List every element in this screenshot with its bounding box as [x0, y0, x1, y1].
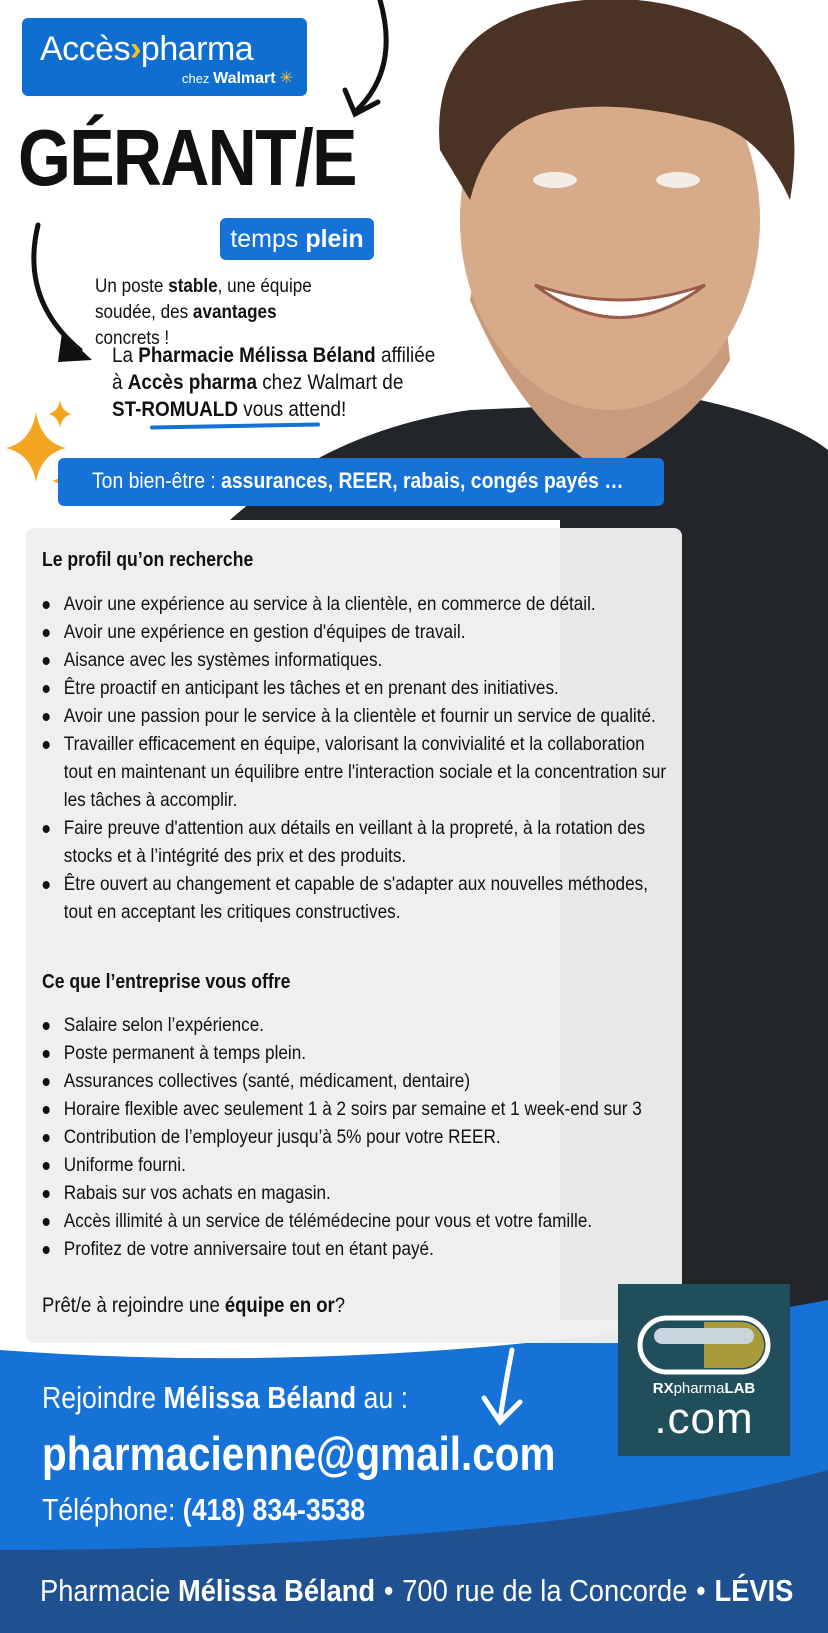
list-item: Avoir une passion pour le service à la clientèle et fournir un service de qualité.: [40, 702, 671, 730]
logo-brand: Accès›pharma: [40, 30, 254, 68]
intro1-e: concrets !: [95, 328, 170, 349]
benefits-pre: Ton bien-être :: [92, 468, 222, 493]
list-item: Rabais sur vos achats en magasin.: [40, 1179, 671, 1207]
job-title: GÉRANT/E: [18, 113, 356, 202]
footer-separator: •: [696, 1573, 706, 1608]
list-item: Assurances collectives (santé, médicament, dentaire): [40, 1067, 671, 1095]
ready-bold: équipe en or: [224, 1294, 335, 1317]
pill-bold: plein: [305, 225, 364, 253]
logo-sub-prefix: chez: [181, 71, 210, 86]
footer-pre: Pharmacie: [40, 1573, 178, 1608]
logo-brand-right: pharma: [140, 30, 254, 68]
list-item: Travailler efficacement en équipe, valorisant la convivialité et la collaboration tout en maintenant un équilibre entre l'interaction sociale et la concentration sur les tâches à accomplir.: [40, 730, 671, 814]
sparkle-small-icon: [48, 400, 72, 428]
list-item: Être proactif en anticipant les tâches et en prenant des initiatives.: [40, 674, 671, 702]
footer-street: 700 rue de la Concorde: [402, 1573, 688, 1608]
left-eye: [533, 172, 577, 188]
acces-pharma-logo: [22, 18, 307, 96]
rx-lab: LAB: [724, 1380, 756, 1397]
intro-tagline: [95, 274, 329, 352]
list-item: Accès illimité à un service de télémédecine pour vous et votre famille.: [40, 1207, 671, 1235]
list-item: Horaire flexible avec seulement 1 à 2 soirs par semaine et 1 week-end sur 3: [40, 1095, 671, 1123]
intro-pharmacy: [112, 342, 436, 423]
footer-bar: [0, 1553, 828, 1633]
ready-pre: Prêt/e à rejoindre une: [42, 1294, 225, 1317]
sparkle-large-icon: [6, 412, 66, 482]
intro2-d: Accès pharma: [127, 371, 257, 394]
list-item: Salaire selon l’expérience.: [40, 1011, 671, 1039]
rxpharmalab-logo: [618, 1284, 790, 1456]
intro2-f: ST-ROMUALD: [112, 398, 238, 421]
walmart-spark-icon: ✳: [279, 70, 293, 87]
profile-heading: Le profil qu’on recherche: [42, 549, 254, 571]
list-item: Contribution de l’employeur jusqu’à 5% pour votre REER.: [40, 1123, 671, 1151]
logo-brand-left: Accès: [40, 30, 131, 68]
join-name: Mélissa Béland: [163, 1380, 357, 1415]
call-to-action: [42, 1294, 345, 1318]
logo-sub-brand: Walmart: [213, 70, 276, 87]
offer-heading: Ce que l’entreprise vous offre: [42, 971, 291, 993]
profile-list: [40, 590, 680, 926]
pill-pre: temps: [230, 225, 306, 253]
footer-separator: •: [383, 1573, 394, 1608]
intro1-c: , une équipe soudée, des: [95, 276, 312, 323]
footer-city: LÉVIS: [714, 1573, 794, 1608]
benefits-banner: [58, 458, 664, 506]
intro2-a: La: [112, 344, 139, 367]
rx-pharma: pharma: [673, 1380, 725, 1397]
arrow-left-icon: [34, 225, 80, 350]
ready-post: ?: [334, 1294, 346, 1317]
join-post: au :: [356, 1380, 409, 1415]
list-item: Être ouvert au changement et capable de s'adapter aux nouvelles méthodes, tout en acceptant les critiques constructives.: [40, 870, 671, 926]
intro2-c: affiliée à: [112, 344, 436, 394]
arrow-left-head-icon: [58, 332, 92, 362]
offer-list: [40, 1011, 680, 1263]
benefits-bold: assurances, REER, rabais, congés payés …: [221, 468, 624, 493]
list-item: Poste permanent à temps plein.: [40, 1039, 671, 1067]
phone-number[interactable]: (418) 834-3538: [182, 1492, 366, 1527]
intro2-g: vous attend!: [238, 398, 347, 421]
contact-join: [42, 1380, 408, 1416]
intro1-a: Un poste: [95, 276, 169, 297]
intro2-b: Pharmacie Mélissa Béland: [138, 344, 376, 367]
list-item: Uniforme fourni.: [40, 1151, 671, 1179]
join-pre: Rejoindre: [42, 1380, 164, 1415]
footer-name: Mélissa Béland: [177, 1573, 376, 1608]
footer-address: [40, 1573, 793, 1609]
list-item: Aisance avec les systèmes informatiques.: [40, 646, 671, 674]
rx-rx: RX: [652, 1380, 674, 1397]
contact-phone: [42, 1492, 365, 1528]
arrow-top-icon: [355, 0, 386, 112]
rx-com: .com: [654, 1394, 754, 1443]
list-item: Faire preuve d'attention aux détails en veillant à la propreté, à la rotation des stocks et à l’intégrité des prix et des produits.: [40, 814, 671, 870]
benefits-text: [92, 468, 624, 494]
intro2-e: chez Walmart de: [256, 371, 404, 394]
employment-type-pill: [220, 218, 374, 260]
list-item: Avoir une expérience en gestion d'équipes de travail.: [40, 618, 671, 646]
list-item: Profitez de votre anniversaire tout en étant payé.: [40, 1235, 671, 1263]
right-eye: [656, 172, 700, 188]
logo-sub: [182, 68, 293, 88]
contact-email[interactable]: pharmacienne@gmail.com: [42, 1427, 556, 1480]
intro1-d: avantages: [192, 302, 277, 323]
intro1-b: stable: [168, 276, 218, 297]
list-item: Avoir une expérience au service à la clientèle, en commerce de détail.: [40, 590, 671, 618]
phone-label: Téléphone:: [42, 1492, 183, 1527]
